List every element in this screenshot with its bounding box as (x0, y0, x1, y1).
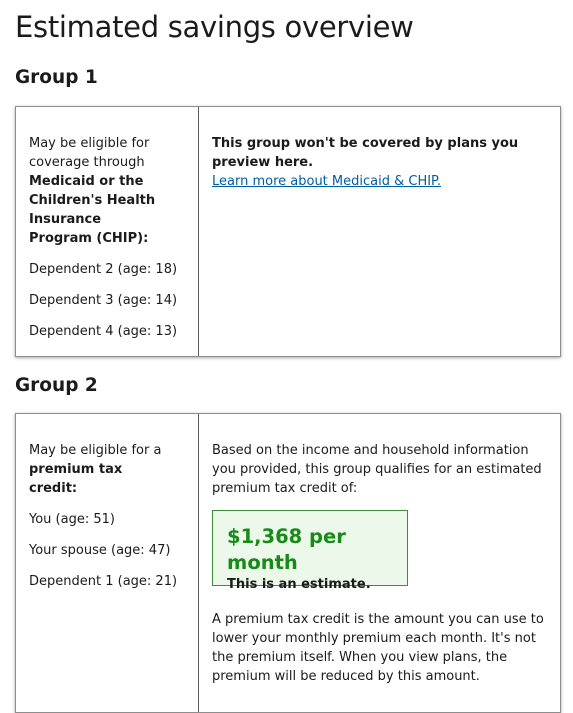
group-2-card (15, 413, 561, 713)
member-item: Dependent 1 (age: 21) (29, 574, 178, 589)
member-item: Dependent 4 (age: 13) (29, 324, 178, 339)
page-title: Estimated savings overview (15, 10, 414, 44)
estimate-box (212, 510, 408, 592)
group-2-details (199, 414, 560, 686)
group-2-program: premium tax credit: (29, 462, 123, 496)
group-1-heading: Group 1 (15, 67, 98, 88)
group-1-card (15, 106, 561, 357)
member-item: You (age: 51) (29, 512, 115, 527)
group-1-notice: This group won't be covered by plans you preview here. (212, 136, 519, 170)
group-1-program: Medicaid or the Children's Health Insurance Program (CHIP): (29, 174, 156, 246)
member-item: Dependent 3 (age: 14) (29, 293, 178, 308)
tax-credit-explanation: A premium tax credit is the amount you can use to lower your monthly premium each month. It's not the premium itself. When you view plans, the premium will be reduced by this amount. (212, 612, 544, 684)
member-item: Dependent 2 (age: 18) (29, 262, 178, 277)
medicaid-chip-link[interactable]: Learn more about Medicaid & CHIP. (212, 174, 442, 189)
estimate-amount: $1,368 per month (227, 525, 346, 574)
group-2-heading: Group 2 (15, 375, 98, 396)
group-2-eligibility (16, 414, 199, 712)
group-2-intro: Based on the income and household information you provided, this group qualifies for an estimated premium tax credit of: (212, 443, 542, 496)
member-item: Your spouse (age: 47) (29, 543, 171, 558)
group-1-details (199, 107, 560, 191)
group-1-eligibility (16, 107, 199, 356)
group-2-eligibility-prefix: May be eligible for a (29, 443, 162, 458)
group-1-eligibility-prefix: May be eligible for coverage through (29, 136, 150, 170)
estimate-note: This is an estimate. (227, 577, 371, 592)
